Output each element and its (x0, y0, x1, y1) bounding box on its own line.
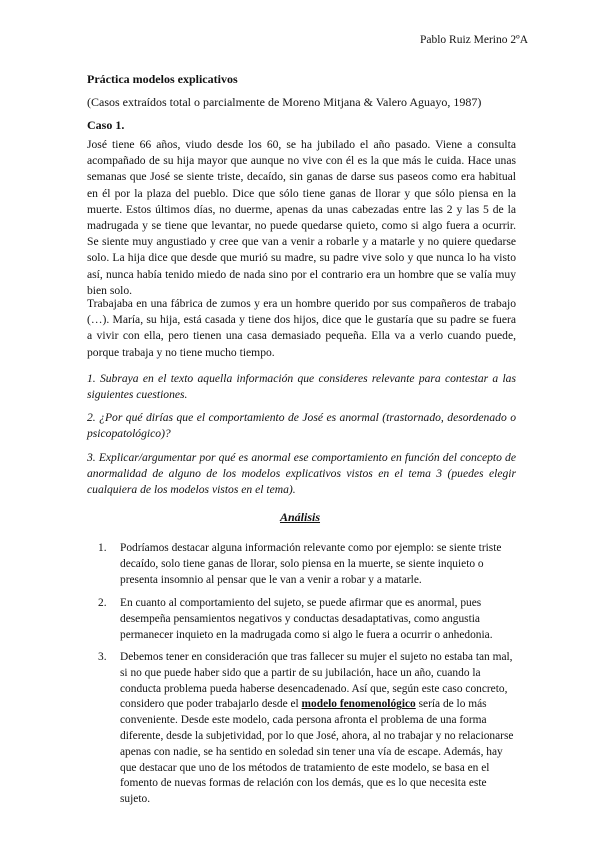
analysis-item-text-before: Debemos tener en consideración que tras fallecer su mujer el sujeto no estaba tan mal, si no que puede haber sido que a partir de su jubilación, hace un año, cuando la conducta problema pueda haberse desencadenado. Así que, según este caso concreto, considero que poder trabajarlo desde el (120, 651, 513, 711)
question-1: 1. Subraya en el texto aquella información que consideres relevante para contestar a las siguientes cuestiones. (87, 372, 516, 402)
document-subtitle: (Casos extraídos total o parcialmente de Moreno Mitjana & Valero Aguayo, 1987) (87, 95, 482, 109)
highlighted-model-term: modelo fenomenológico (301, 698, 416, 711)
analysis-item-number: 1. (98, 542, 107, 554)
analysis-item-1 (98, 541, 516, 588)
author-header: Pablo Ruiz Merino 2ºA (419, 34, 528, 46)
case-paragraph-2: Trabajaba en una fábrica de zumos y era un hombre querido por sus compañeros de trabajo (…). María, su hija, está casada y tiene dos hijos, dice que le gustaría que su padre se fuera a vivir con ella, pero tienen una casa demasiado pequeña. Ella va a verlo cuando puede, porque trabaja y no tiene mucho tiempo. (87, 297, 516, 359)
question-3: 3. Explicar/argumentar por qué es anormal ese comportamiento en función del concepto de anormalidad de alguno de los modelos explicativos vistos en el tema 3 (puedes elegir cualquiera de los modelos vistos en el tema). (87, 451, 516, 497)
analysis-item-number: 2. (98, 597, 107, 609)
analysis-item-3 (98, 650, 516, 808)
question-2: 2. ¿Por qué dirías que el comportamiento de José es anormal (trastornado, desordenado o psicopatológico)? (87, 411, 516, 441)
analysis-item-text: Podríamos destacar alguna información relevante como por ejemplo: se siente triste decaído, solo tiene ganas de llorar, solo piensa en la muerte, se siente inquieto o presenta insomnio al pensar que le van a venir a robar y a matarle. (120, 542, 502, 586)
analysis-item-2 (98, 596, 516, 643)
document-title: Práctica modelos explicativos (87, 72, 238, 86)
analysis-item-text: En cuanto al comportamiento del sujeto, se puede afirmar que es anormal, pues desempeña pensamientos negativos y conductas desadaptativas, como angustia permanecer inquieto en la madrugada como si algo le fuera a ocurrir o anhedonia. (120, 597, 493, 641)
case-paragraph-1: José tiene 66 años, viudo desde los 60, se ha jubilado el año pasado. Viene a consulta acompañado de su hija mayor que aunque no vive con él es la que más le cuida. Hace unas semanas que José se siente triste, decaído, sin ganas de darse sus paseos como era habitual en él por la plaza del pueblo. Dice que sólo tiene ganas de llorar y que sólo piensa en la muerte. Estos últimos días, no duerme, apenas da unas cabezadas entre las 2 y las 5 de la madrugada y se tiene que levantar, no puede quedarse quieto, como si algo fuera a ocurrir. Se siente muy angustiado y cree que van a venir a robarle y a matarle y no quiere quedarse solo. La hija dice que desde que murió su madre, su padre vive solo y que nunca lo ha visto así, nunca había tenido miedo de nada sino por el contrario era un hombre que se valía muy bien solo. (87, 138, 516, 297)
analysis-item-number: 3. (98, 651, 107, 663)
analysis-item-text-after: sería de lo más conveniente. Desde este modelo, cada persona afronta el problema de una forma diferente, desde la subjetividad, por lo que José, ahora, al no trabajar y no relacionarse apenas con nadie, se ha sentido en soledad sin tener una vía de escape. Además, hay que destacar que uno de los métodos de tratamiento de este modelo, se basa en el fomento de nuevas formas de relación con los demás, que es lo que necesita este sujeto. (120, 698, 514, 806)
analysis-heading: Análisis (279, 510, 321, 524)
case-heading: Caso 1. (87, 118, 125, 132)
